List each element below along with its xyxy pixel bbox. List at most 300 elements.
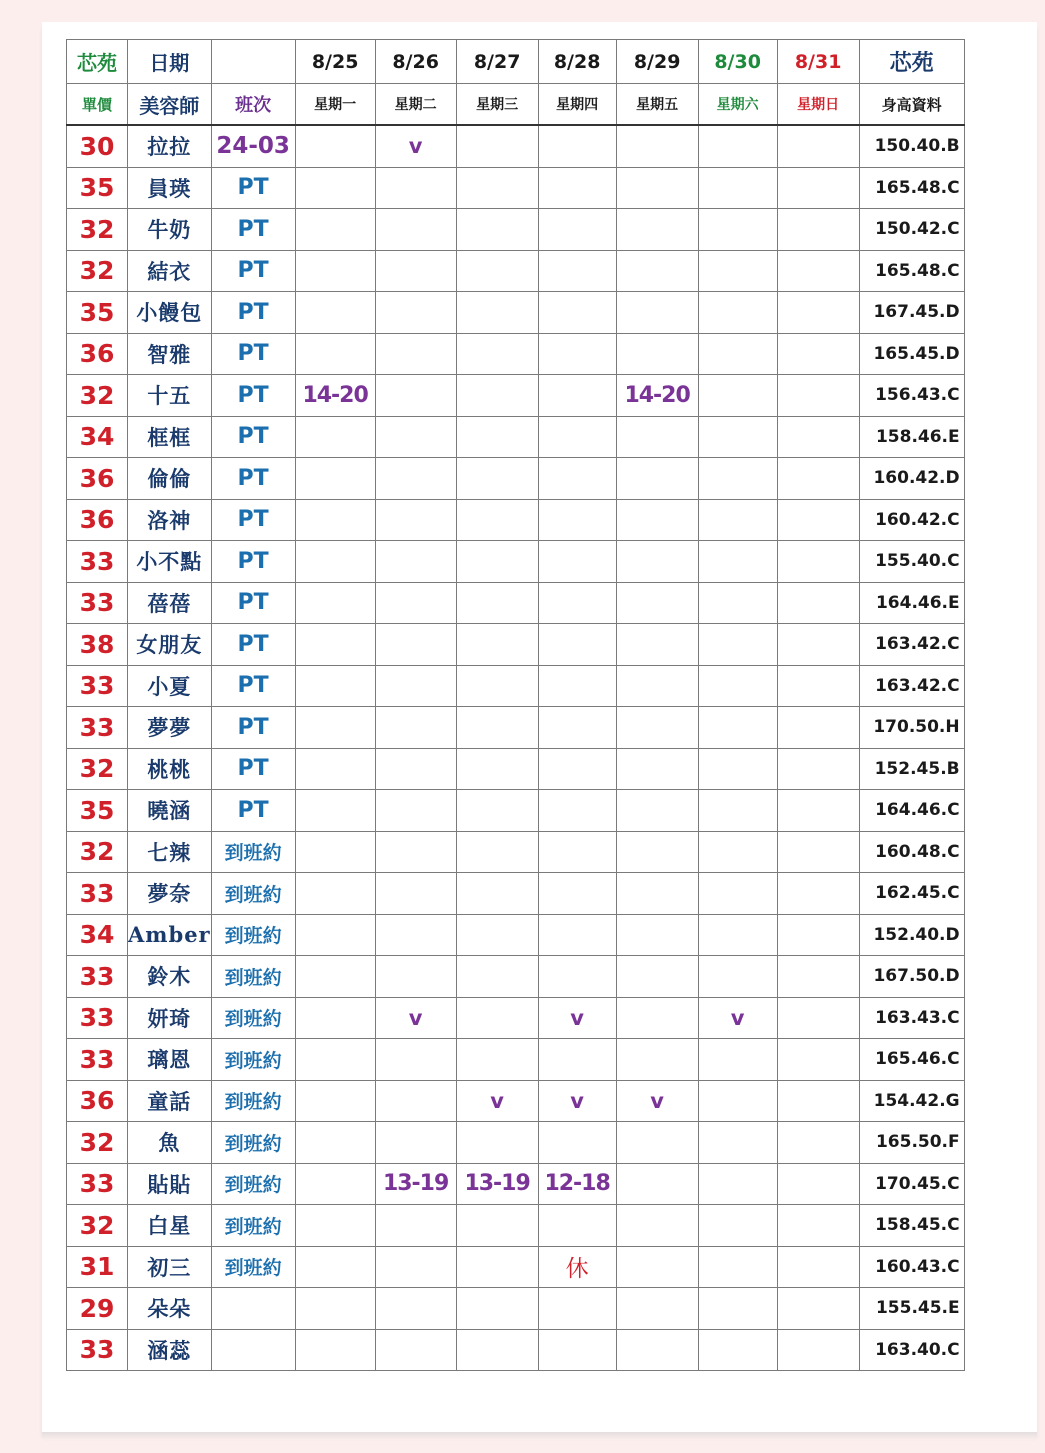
beautician-name: 鈴木 — [128, 956, 212, 998]
day-cell — [777, 873, 859, 915]
day-cell — [616, 416, 698, 458]
day-cell — [456, 582, 538, 624]
day-cell — [616, 831, 698, 873]
price-cell: 29 — [67, 1288, 128, 1330]
day-cell — [375, 873, 456, 915]
beautician-name: 夢奈 — [128, 873, 212, 915]
day-cell — [616, 209, 698, 251]
weekday-tue: 星期二 — [375, 84, 456, 126]
day-cell: 12-18 — [538, 1163, 616, 1205]
day-cell — [375, 375, 456, 417]
day-cell — [538, 914, 616, 956]
day-cell — [616, 1246, 698, 1288]
schedule-row — [67, 167, 965, 209]
day-cell: 13-19 — [375, 1163, 456, 1205]
day-cell — [456, 914, 538, 956]
day-cell — [777, 997, 859, 1039]
day-cell — [698, 167, 777, 209]
day-cell — [456, 873, 538, 915]
day-cell — [538, 458, 616, 500]
day-cell — [456, 790, 538, 832]
day-cell — [698, 1288, 777, 1330]
shift-cell: 到班約 — [211, 1122, 295, 1164]
day-cell — [295, 125, 375, 167]
schedule-row — [67, 1080, 965, 1122]
day-cell — [698, 499, 777, 541]
day-cell — [777, 1246, 859, 1288]
day-cell — [375, 541, 456, 583]
day-cell — [698, 416, 777, 458]
beautician-name: 洛神 — [128, 499, 212, 541]
day-cell — [538, 748, 616, 790]
beautician-name: 框框 — [128, 416, 212, 458]
day-cell — [616, 748, 698, 790]
day-cell — [616, 914, 698, 956]
day-cell — [616, 997, 698, 1039]
day-cell — [375, 831, 456, 873]
beautician-name: 十五 — [128, 375, 212, 417]
day-cell — [538, 250, 616, 292]
day-cell — [698, 541, 777, 583]
height-cell: 152.45.B — [859, 748, 964, 790]
day-cell — [698, 1329, 777, 1371]
day-cell — [777, 1080, 859, 1122]
day-cell — [538, 1205, 616, 1247]
shift-cell: PT — [211, 416, 295, 458]
height-cell: 154.42.G — [859, 1080, 964, 1122]
day-cell — [295, 790, 375, 832]
date-8-28: 8/28 — [538, 40, 616, 84]
date-8-27: 8/27 — [456, 40, 538, 84]
weekday-sat: 星期六 — [698, 84, 777, 126]
height-cell: 164.46.C — [859, 790, 964, 832]
shift-cell: PT — [211, 541, 295, 583]
day-cell — [375, 458, 456, 500]
shift-cell: PT — [211, 748, 295, 790]
day-cell — [616, 1329, 698, 1371]
shift-cell: 到班約 — [211, 1246, 295, 1288]
day-cell — [777, 541, 859, 583]
day-cell — [456, 1329, 538, 1371]
day-cell — [538, 624, 616, 666]
beautician-name: 妍琦 — [128, 997, 212, 1039]
schedule-row — [67, 541, 965, 583]
day-cell — [295, 748, 375, 790]
day-cell — [616, 1163, 698, 1205]
schedule-row — [67, 582, 965, 624]
schedule-row — [67, 790, 965, 832]
day-cell — [777, 1122, 859, 1164]
day-cell — [295, 1329, 375, 1371]
day-cell — [375, 1246, 456, 1288]
price-cell: 33 — [67, 873, 128, 915]
shift-cell: PT — [211, 292, 295, 334]
schedule-row — [67, 873, 965, 915]
day-cell — [538, 1122, 616, 1164]
day-cell — [616, 499, 698, 541]
shift-cell: 24-03 — [211, 125, 295, 167]
day-cell — [538, 416, 616, 458]
day-cell — [777, 582, 859, 624]
day-cell — [456, 541, 538, 583]
height-cell: 158.45.C — [859, 1205, 964, 1247]
day-cell — [698, 665, 777, 707]
day-cell — [375, 582, 456, 624]
schedule-row — [67, 1246, 965, 1288]
price-cell: 36 — [67, 333, 128, 375]
day-cell — [698, 1080, 777, 1122]
height-cell: 170.50.H — [859, 707, 964, 749]
day-cell — [295, 914, 375, 956]
day-cell — [456, 1288, 538, 1330]
shift-cell: 到班約 — [211, 997, 295, 1039]
price-cell: 34 — [67, 914, 128, 956]
day-cell — [538, 790, 616, 832]
height-cell: 150.40.B — [859, 125, 964, 167]
price-cell: 33 — [67, 582, 128, 624]
day-cell — [375, 1329, 456, 1371]
schedule-row — [67, 1122, 965, 1164]
schedule-row — [67, 1039, 965, 1081]
day-cell — [295, 997, 375, 1039]
shift-cell: PT — [211, 624, 295, 666]
day-cell — [295, 624, 375, 666]
height-cell: 160.48.C — [859, 831, 964, 873]
shift-cell: 到班約 — [211, 831, 295, 873]
schedule-row — [67, 416, 965, 458]
day-cell — [698, 125, 777, 167]
schedule-row — [67, 1329, 965, 1371]
day-cell — [698, 1246, 777, 1288]
day-cell — [698, 624, 777, 666]
day-cell — [538, 541, 616, 583]
day-cell — [295, 1163, 375, 1205]
schedule-row — [67, 125, 965, 167]
beautician-name: 桃桃 — [128, 748, 212, 790]
day-cell — [375, 333, 456, 375]
day-cell — [698, 250, 777, 292]
day-cell — [375, 1039, 456, 1081]
beautician-label: 美容師 — [128, 84, 212, 126]
day-cell: v — [698, 997, 777, 1039]
price-cell: 32 — [67, 250, 128, 292]
beautician-name: 魚 — [128, 1122, 212, 1164]
day-cell — [698, 873, 777, 915]
shift-cell: PT — [211, 458, 295, 500]
day-cell — [295, 167, 375, 209]
day-cell — [375, 499, 456, 541]
beautician-name: 童話 — [128, 1080, 212, 1122]
shift-cell — [211, 1288, 295, 1330]
day-cell — [538, 707, 616, 749]
day-cell — [616, 541, 698, 583]
day-cell — [777, 499, 859, 541]
beautician-name: 白星 — [128, 1205, 212, 1247]
shift-cell: PT — [211, 665, 295, 707]
day-cell — [456, 831, 538, 873]
day-cell — [538, 1039, 616, 1081]
schedule-row — [67, 1288, 965, 1330]
schedule-row — [67, 707, 965, 749]
day-cell — [375, 665, 456, 707]
day-cell — [295, 1039, 375, 1081]
shift-cell: 到班約 — [211, 1080, 295, 1122]
price-cell: 35 — [67, 790, 128, 832]
day-cell — [295, 956, 375, 998]
day-cell — [375, 914, 456, 956]
day-cell — [456, 499, 538, 541]
day-cell — [698, 209, 777, 251]
price-cell: 32 — [67, 748, 128, 790]
day-cell — [777, 1288, 859, 1330]
day-cell — [456, 707, 538, 749]
day-cell — [777, 125, 859, 167]
day-cell — [616, 1039, 698, 1081]
day-cell — [456, 748, 538, 790]
schedule-row — [67, 499, 965, 541]
day-cell — [777, 416, 859, 458]
shift-cell: PT — [211, 333, 295, 375]
day-cell — [616, 956, 698, 998]
day-cell — [777, 333, 859, 375]
brand-label-left: 芯苑 — [67, 40, 128, 84]
day-cell — [777, 1163, 859, 1205]
day-cell — [616, 1288, 698, 1330]
price-cell: 33 — [67, 707, 128, 749]
day-cell — [538, 1288, 616, 1330]
weekday-wed: 星期三 — [456, 84, 538, 126]
day-cell — [616, 582, 698, 624]
price-cell: 36 — [67, 499, 128, 541]
day-cell — [538, 665, 616, 707]
beautician-name: 小不點 — [128, 541, 212, 583]
day-cell — [698, 1039, 777, 1081]
price-cell: 33 — [67, 956, 128, 998]
beautician-name: 員瑛 — [128, 167, 212, 209]
day-cell — [375, 624, 456, 666]
day-cell — [698, 1205, 777, 1247]
height-cell: 158.46.E — [859, 416, 964, 458]
price-cell: 32 — [67, 375, 128, 417]
day-cell — [616, 250, 698, 292]
day-cell — [375, 250, 456, 292]
day-cell — [777, 1039, 859, 1081]
day-cell — [456, 665, 538, 707]
schedule-row — [67, 748, 965, 790]
day-cell — [616, 707, 698, 749]
beautician-name: 女朋友 — [128, 624, 212, 666]
day-cell — [777, 624, 859, 666]
schedule-row — [67, 1205, 965, 1247]
price-cell: 35 — [67, 167, 128, 209]
beautician-name: Amber — [128, 914, 212, 956]
price-cell: 32 — [67, 209, 128, 251]
shift-cell: 到班約 — [211, 956, 295, 998]
beautician-name: 結衣 — [128, 250, 212, 292]
day-cell — [698, 914, 777, 956]
shift-cell: PT — [211, 167, 295, 209]
day-cell — [375, 292, 456, 334]
day-cell — [538, 125, 616, 167]
height-cell: 167.45.D — [859, 292, 964, 334]
day-cell — [295, 1080, 375, 1122]
day-cell — [616, 292, 698, 334]
beautician-name: 蓓蓓 — [128, 582, 212, 624]
day-cell — [456, 1039, 538, 1081]
beautician-name: 牛奶 — [128, 209, 212, 251]
schedule-row — [67, 914, 965, 956]
shift-cell: PT — [211, 250, 295, 292]
price-cell: 33 — [67, 1039, 128, 1081]
day-cell — [616, 873, 698, 915]
price-cell: 33 — [67, 997, 128, 1039]
beautician-name: 小夏 — [128, 665, 212, 707]
day-cell — [777, 292, 859, 334]
height-cell: 164.46.E — [859, 582, 964, 624]
day-cell — [295, 1205, 375, 1247]
day-cell — [698, 1163, 777, 1205]
weekday-fri: 星期五 — [616, 84, 698, 126]
height-cell: 163.42.C — [859, 665, 964, 707]
day-cell — [698, 458, 777, 500]
day-cell — [777, 707, 859, 749]
date-8-31: 8/31 — [777, 40, 859, 84]
day-cell — [777, 209, 859, 251]
day-cell — [777, 250, 859, 292]
day-cell — [295, 292, 375, 334]
header-row-dates — [67, 40, 965, 84]
day-cell — [295, 1288, 375, 1330]
day-cell — [295, 209, 375, 251]
day-cell — [456, 416, 538, 458]
day-cell — [375, 1205, 456, 1247]
beautician-name: 涵蕊 — [128, 1329, 212, 1371]
day-cell — [456, 209, 538, 251]
day-cell — [777, 1205, 859, 1247]
shift-cell: PT — [211, 499, 295, 541]
beautician-name: 智雅 — [128, 333, 212, 375]
weekday-sun: 星期日 — [777, 84, 859, 126]
brand-label-right: 芯苑 — [859, 40, 964, 84]
height-cell: 156.43.C — [859, 375, 964, 417]
height-cell: 152.40.D — [859, 914, 964, 956]
schedule-row — [67, 458, 965, 500]
day-cell: v — [375, 125, 456, 167]
height-cell: 163.42.C — [859, 624, 964, 666]
day-cell — [456, 292, 538, 334]
beautician-name: 倫倫 — [128, 458, 212, 500]
height-cell: 165.48.C — [859, 250, 964, 292]
day-cell — [538, 582, 616, 624]
day-cell — [375, 956, 456, 998]
height-cell: 167.50.D — [859, 956, 964, 998]
day-cell — [375, 1288, 456, 1330]
day-cell — [616, 458, 698, 500]
shift-cell: PT — [211, 790, 295, 832]
price-cell: 33 — [67, 665, 128, 707]
day-cell — [698, 956, 777, 998]
day-cell — [698, 748, 777, 790]
date-8-29: 8/29 — [616, 40, 698, 84]
day-cell: v — [375, 997, 456, 1039]
schedule-row — [67, 375, 965, 417]
height-cell: 155.45.E — [859, 1288, 964, 1330]
day-cell — [375, 748, 456, 790]
shift-cell: 到班約 — [211, 1205, 295, 1247]
price-cell: 35 — [67, 292, 128, 334]
day-cell — [777, 914, 859, 956]
price-cell: 33 — [67, 1329, 128, 1371]
day-cell — [698, 582, 777, 624]
day-cell — [616, 665, 698, 707]
beautician-name: 夢夢 — [128, 707, 212, 749]
date-8-26: 8/26 — [375, 40, 456, 84]
day-cell — [456, 1205, 538, 1247]
schedule-row — [67, 333, 965, 375]
beautician-name: 貼貼 — [128, 1163, 212, 1205]
day-cell: v — [538, 1080, 616, 1122]
day-cell — [375, 1080, 456, 1122]
price-cell: 38 — [67, 624, 128, 666]
height-cell: 165.50.F — [859, 1122, 964, 1164]
height-cell: 165.46.C — [859, 1039, 964, 1081]
header-row-labels — [67, 84, 965, 126]
schedule-row — [67, 665, 965, 707]
day-cell — [777, 790, 859, 832]
beautician-name: 曉涵 — [128, 790, 212, 832]
day-cell — [777, 956, 859, 998]
schedule-row — [67, 956, 965, 998]
price-cell: 34 — [67, 416, 128, 458]
schedule-table — [66, 39, 965, 1371]
shift-cell: PT — [211, 707, 295, 749]
day-cell — [616, 624, 698, 666]
day-cell — [456, 250, 538, 292]
day-cell — [698, 292, 777, 334]
day-cell — [456, 1246, 538, 1288]
day-cell — [616, 1205, 698, 1247]
day-cell: 14-20 — [616, 375, 698, 417]
day-cell — [295, 1246, 375, 1288]
day-cell — [616, 167, 698, 209]
day-cell — [456, 125, 538, 167]
day-cell — [456, 956, 538, 998]
day-cell — [777, 458, 859, 500]
day-cell — [698, 790, 777, 832]
beautician-name: 朵朵 — [128, 1288, 212, 1330]
day-cell — [295, 582, 375, 624]
height-cell: 155.40.C — [859, 541, 964, 583]
day-cell — [698, 831, 777, 873]
day-cell — [456, 997, 538, 1039]
schedule-row — [67, 1163, 965, 1205]
day-cell — [456, 375, 538, 417]
day-cell — [698, 1122, 777, 1164]
price-cell: 32 — [67, 1205, 128, 1247]
day-cell — [538, 167, 616, 209]
height-cell: 160.43.C — [859, 1246, 964, 1288]
height-cell: 170.45.C — [859, 1163, 964, 1205]
day-cell — [375, 707, 456, 749]
weekday-mon: 星期一 — [295, 84, 375, 126]
schedule-row — [67, 250, 965, 292]
day-cell: 休 — [538, 1246, 616, 1288]
day-cell — [295, 499, 375, 541]
date-8-30: 8/30 — [698, 40, 777, 84]
shift-cell: PT — [211, 582, 295, 624]
height-cell: 162.45.C — [859, 873, 964, 915]
beautician-name: 璃恩 — [128, 1039, 212, 1081]
